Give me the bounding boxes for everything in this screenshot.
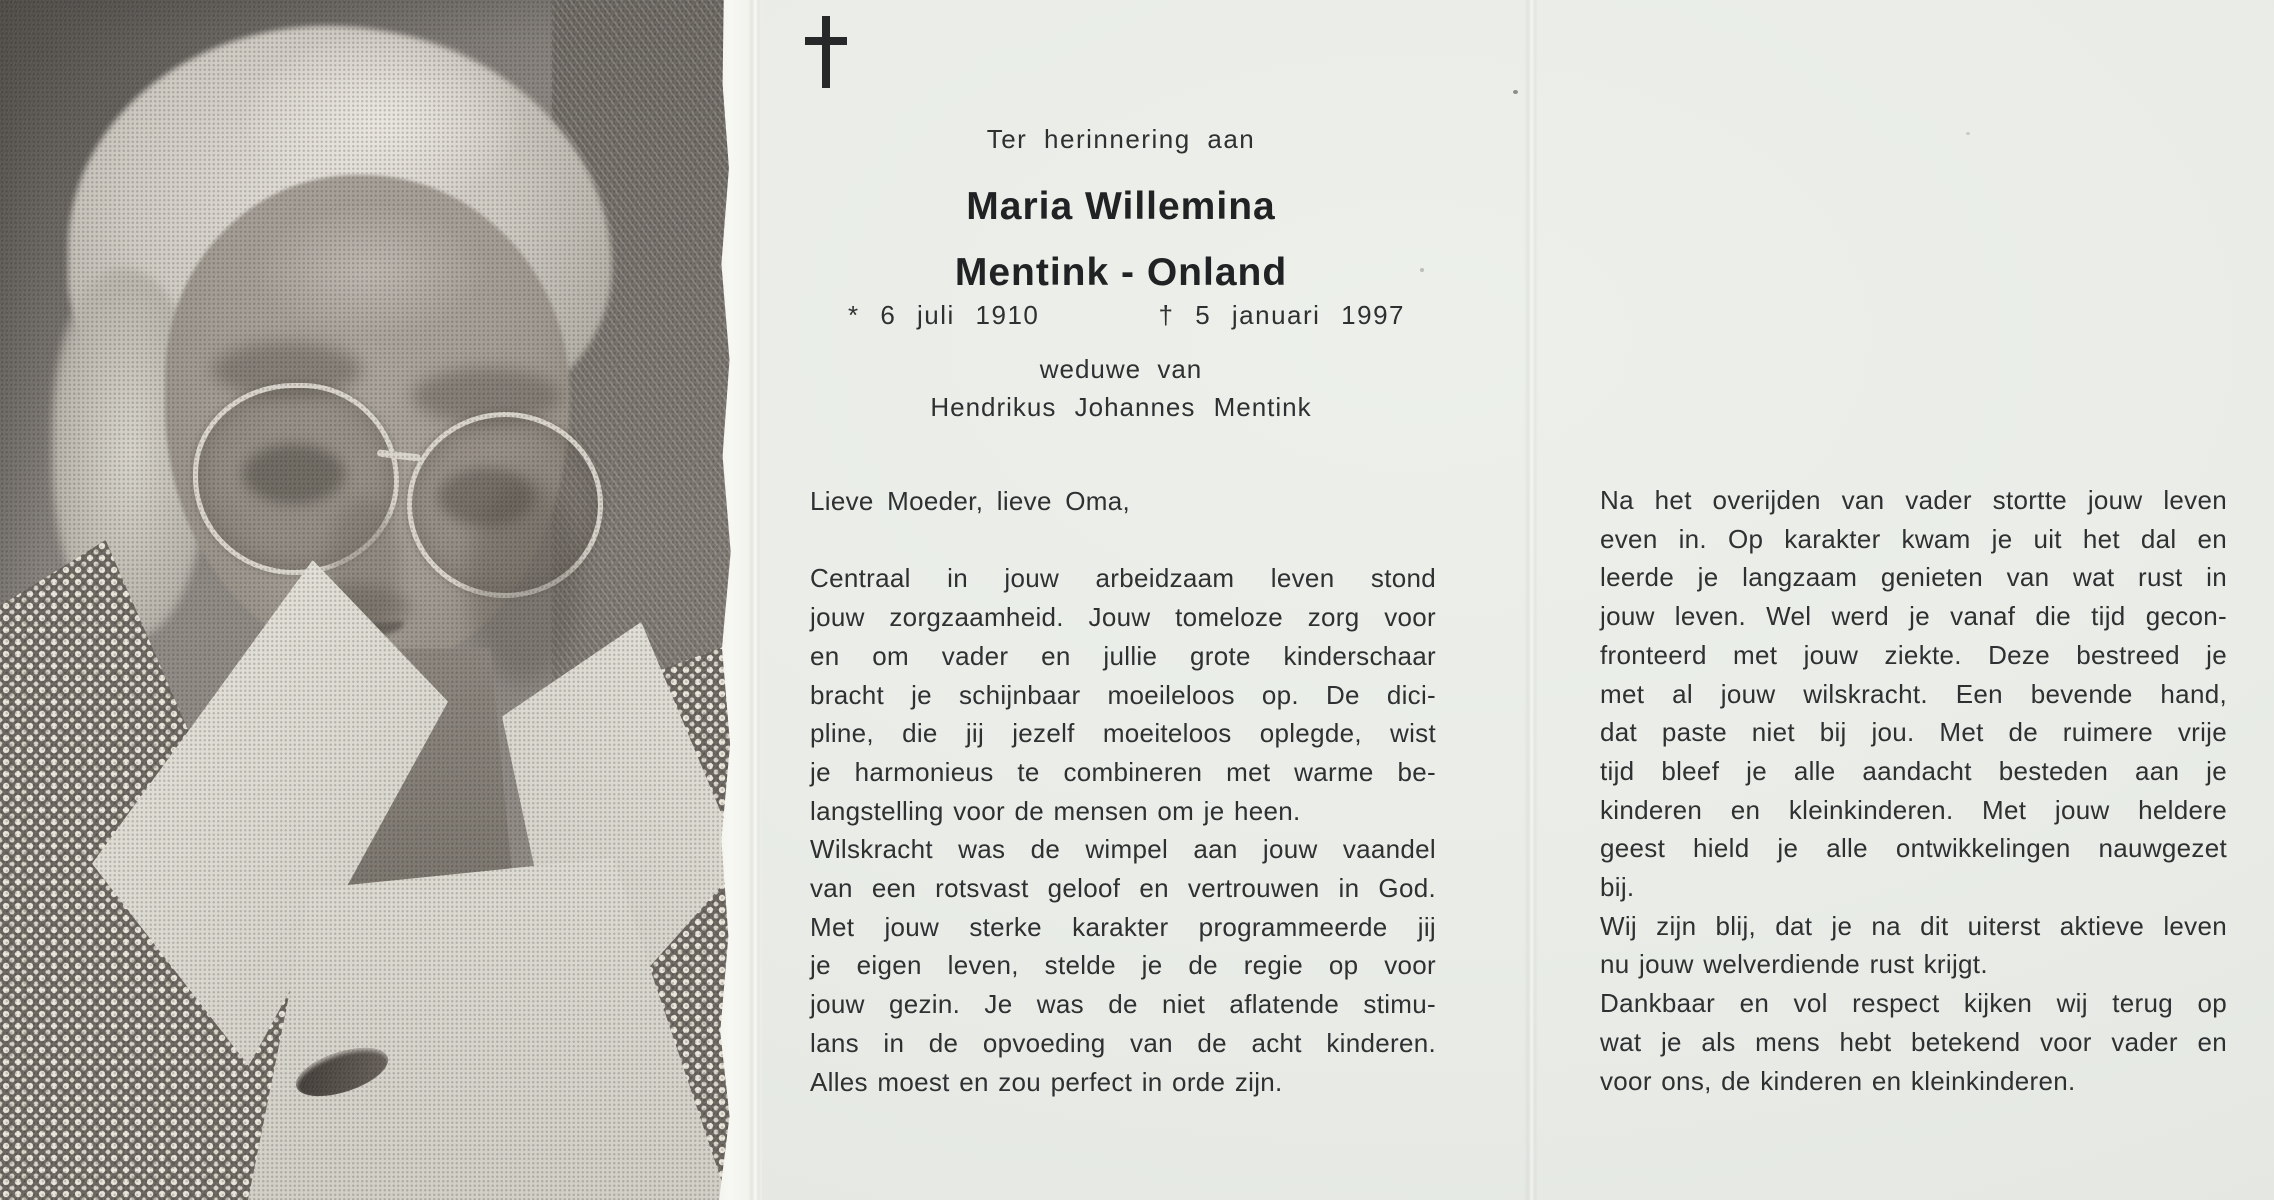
paper-speck	[1966, 132, 1970, 135]
text-line: bracht je schijnbaar moeileloos op. De dici-	[810, 679, 1436, 710]
text-line: dat paste niet bij jou. Met de ruimere vrije	[1600, 717, 2227, 748]
text-line: kinderen en kleinkinderen. Met jouw heldere	[1600, 794, 2227, 825]
portrait-photo	[0, 0, 742, 1200]
text-line: jouw zorgzaamheid. Jouw tomeloze zorg voor	[810, 602, 1436, 633]
text-line: langstelling voor de mensen om je heen.	[810, 795, 1301, 826]
text-line: Centraal in jouw arbeidzaam leven stond	[810, 563, 1436, 594]
paper-crease-right	[1524, 0, 1538, 1200]
text-line: geest hield je alle ontwikkelingen nauwgezet	[1600, 833, 2227, 864]
text-line: Met jouw sterke karakter programmeerde jij	[810, 911, 1436, 942]
text-line: Wij zijn blij, dat je na dit uiterst aktieve leven	[1600, 910, 2227, 941]
text-line: lans in de opvoeding van de acht kinderen.	[810, 1027, 1436, 1058]
salutation: Lieve Moeder, lieve Oma,	[810, 486, 1131, 516]
name-line-2: Mentink - Onland	[954, 251, 1288, 294]
widow-of-line: weduwe van	[1039, 354, 1203, 384]
text-line: je harmonieus te combineren met warme be-	[810, 756, 1436, 787]
text-line: wat je als mens hebt betekend voor vader en	[1600, 1026, 2227, 1057]
middle-column	[810, 482, 1436, 1101]
text-line: je eigen leven, stelde je de regie op voor	[810, 950, 1436, 981]
right-column	[1600, 481, 2227, 1100]
text-line: tijd bleef je alle aandacht besteden aan je	[1600, 755, 2227, 786]
cross-icon	[805, 16, 1437, 88]
text-line: Na het overijden van vader stortte jouw leven	[1600, 485, 2227, 515]
death-date: † 5 januari 1997	[1158, 300, 1405, 330]
middle-paragraph	[810, 559, 1436, 1101]
halftone-overlay	[0, 0, 742, 1200]
text-line: even in. Op karakter kwam je uit het dal en	[1600, 523, 2227, 554]
text-line: met al jouw wilskracht. Een bevende hand,	[1600, 678, 2227, 709]
text-line: Wilskracht was de wimpel aan jouw vaandel	[810, 834, 1436, 865]
right-paragraph	[1600, 481, 2227, 1100]
text-line: bij.	[1600, 872, 1635, 903]
text-line: jouw leven. Wel werd je vanaf die tijd gecon-	[1600, 601, 2227, 632]
intro-line: Ter herinnering aan	[986, 124, 1256, 154]
paper-speck	[1513, 90, 1518, 94]
text-line: jouw gezin. Je was de niet aflatende stimu-	[810, 989, 1436, 1020]
text-line: pline, die jij jezelf moeiteloos oplegde, wist	[810, 718, 1436, 749]
birth-date: * 6 juli 1910	[848, 300, 1040, 330]
text-line: fronteerd met jouw ziekte. Deze bestreed je	[1600, 639, 2227, 670]
husband-name: Hendrikus Johannes Mentink	[930, 392, 1312, 422]
text-line: van een rotsvast geloof en vertrouwen in God.	[810, 873, 1436, 904]
text-line: nu jouw welverdiende rust krijgt.	[1600, 949, 1988, 980]
dates-row	[805, 299, 1437, 331]
text-line: en om vader en jullie grote kinderschaar	[810, 640, 1436, 671]
text-line: Alles moest en zou perfect in orde zijn.	[810, 1066, 1283, 1097]
name-line-1: Maria Willemina	[966, 185, 1276, 228]
text-line: Dankbaar en vol respect kijken wij terug op	[1600, 988, 2227, 1019]
text-line: leerde je langzaam genieten van wat rust in	[1600, 562, 2227, 593]
text-line: voor ons, de kinderen en kleinkinderen.	[1600, 1065, 2076, 1096]
